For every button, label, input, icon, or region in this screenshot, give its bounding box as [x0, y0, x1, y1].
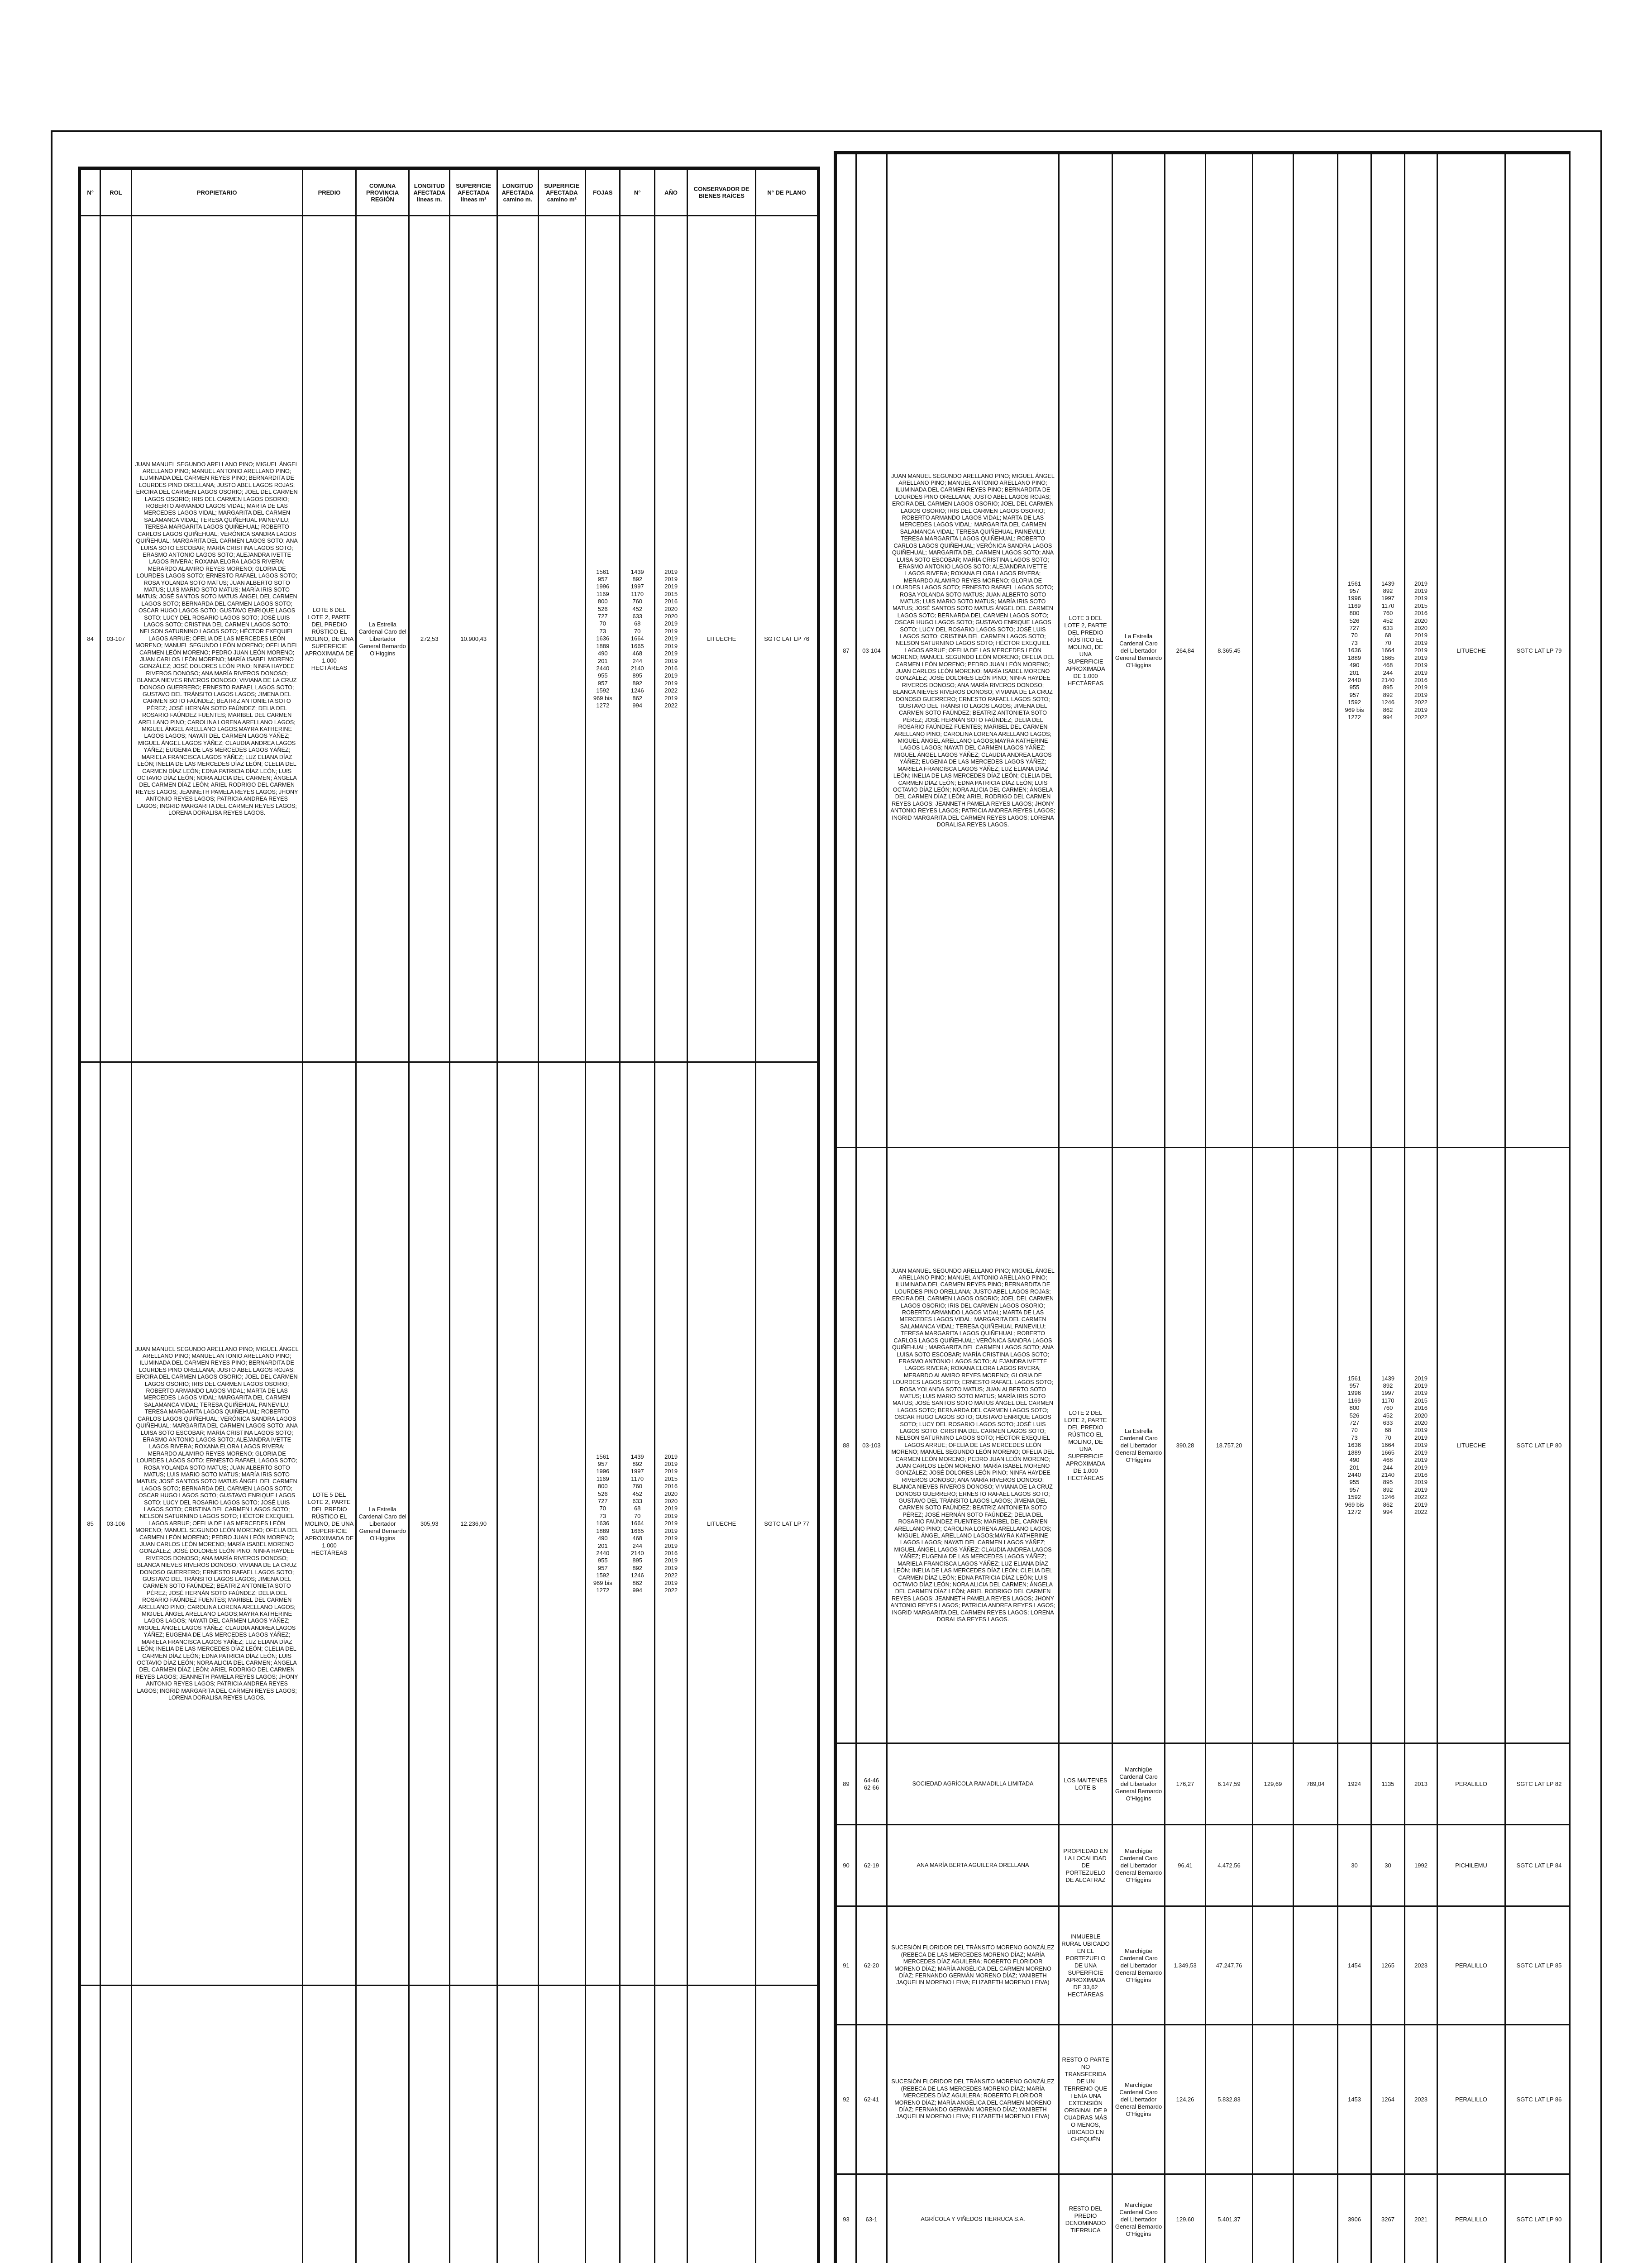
cell-rol: 62-41	[856, 2025, 887, 2174]
cell-sup-camino	[1294, 154, 1338, 1148]
cell-long-camino	[1253, 2025, 1294, 2174]
cell-n: 90	[836, 1825, 856, 1906]
cell-fojas	[586, 1986, 620, 2263]
cell-sup-camino	[538, 216, 586, 1062]
cell-numero: 1439 892 1997 1170 760 452 633 68 70 1664 1665 468 244 2140 895 892 1246 862 994	[1371, 154, 1405, 1148]
header-long-lineas: LONGITUD AFECTADA líneas m.	[409, 169, 449, 216]
cell-fojas: 1454	[1338, 1906, 1371, 2025]
cell-propietario: JUAN MANUEL SEGUNDO ARELLANO PINO; MIGUEL ÁNGEL ARELLANO PINO; MANUEL ANTONIO ARELLANO PINO; ILUMINADA DEL CARMEN REYES PINO; BERNARDITA DE LOURDES PINO ORELLANA; JUSTO ABEL LAGOS ROJAS; ERCIRA DEL CARMEN LAGOS OSORIO; JOEL DEL CARMEN LAGOS OSORIO; IRIS DEL CARMEN LAGOS OSORIO; ROBERTO ARMANDO LAGOS VIDAL; MARTA DE LAS MERCEDES LAGOS VIDAL; MARGARITA DEL CARMEN SALAMANCA VIDAL; TERESA QUIÑEHUAL PAINEVILU; TERESA MARGARITA LAGOS QUIÑEHUAL; ROBERTO CARLOS LAGOS QUIÑEHUAL; VERÓNICA SANDRA LAGOS QUIÑEHUAL; MARGARITA DEL CARMEN LAGOS SOTO; ANA LUISA SOTO ESCOBAR; MARÍA CRISTINA LAGOS SOTO; ERASMO ANTONIO LAGOS SOTO; ALEJANDRA IVETTE LAGOS RIVERA; ROXANA ELORA LAGOS RIVERA; MERARDO ALAMIRO REYES MORENO; GLORIA DE LOURDES LAGOS SOTO; ERNESTO RAFAEL LAGOS SOTO; ROSA YOLANDA SOTO MATUS; JUAN ALBERTO SOTO MATUS; LUIS MARIO SOTO MATUS; MARÍA IRIS SOTO MATUS; JOSÉ SANTOS SOTO MATUS ÁNGEL DEL CARMEN LAGOS SOTO; BERNARDA DEL CARMEN LAGOS SOTO; OSCAR HUGO LAGOS SOTO; GUSTAVO ENRIQUE LAGOS SOTO; LUCY DEL ROSARIO LAGOS SOTO; JOSÉ LUIS LAGOS SOTO; CRISTINA DEL CARMEN LAGOS SOTO; NELSON SATURNINO LAGOS SOTO; HÉCTOR EXEQUIEL LAGOS ARRUE; OFELIA DE LAS MERCEDES LEÓN MORENO; MANUEL SEGUNDO LEÓN MORENO; OFELIA DEL CARMEN LEÓN MORENO; PEDRO JUAN LEÓN MORENO; JUAN CARLOS LEÓN MORENO; MARÍA ISABEL MORENO GONZÁLEZ; JOSÉ DOLORES LEÓN PINO; NINFA HAYDEE RIVEROS DONOSO; ANA MARÍA RIVEROS DONOSO; BLANCA NIEVES RIVEROS DONOSO; VIVIANA DE LA CRUZ DONOSO GUERRERO; ERNESTO RAFAEL LAGOS SOTO; GUSTAVO DEL TRÁNSITO LAGOS LAGOS; JIMENA DEL CARMEN SOTO FAÚNDEZ; BEATRIZ ANTONIETA SOTO PÉREZ; JOSÉ HERNÁN SOTO FAÚNDEZ; DELIA DEL ROSARIO FAÚNDEZ FUENTES; MARIBEL DEL CARMEN ARELLANO PINO; CAROLINA LORENA ARELLANO LAGOS; MIGUEL ÁNGEL ARELLANO LAGOS;MAYRA KATHERINE LAGOS LAGOS; NAYATI DEL CARMEN LAGOS YÁÑEZ; MIGUEL ÁNGEL LAGOS YÁÑEZ; CLAUDIA ANDREA LAGOS YÁÑEZ; EUGENIA DE LAS MERCEDES LAGOS YÁÑEZ; MARIELA FRANCISCA LAGOS YÁÑEZ; LUZ ELIANA DÍAZ LEÓN; INELIA DE LAS MERCEDES DÍAZ LEÓN; CLELIA DEL CARMEN DÍAZ LEÓN; EDNA PATRICIA DÍAZ LEÓN; LUIS OCTAVIO DÍAZ LEÓN; NORA ALICIA DEL CARMEN; ÁNGELA DEL CARMEN DÍAZ LEÓN; ARIEL RODRIGO DEL CARMEN REYES LAGOS; JEANNETH PAMELA REYES LAGOS; JHONY ANTONIO REYES LAGOS; PATRICIA ANDREA REYES LAGOS; INGRID MARGARITA DEL CARMEN REYES LAGOS; LORENA DORALISA REYES LAGOS.	[131, 216, 302, 1062]
cell-comuna: Marchigüe Cardenal Caro del Libertador General Bernardo O'Higgins	[1112, 2174, 1165, 2263]
cell-sup-lineas: 12.236,90	[450, 1062, 497, 1986]
cell-rol	[100, 1986, 131, 2263]
cell-n	[81, 1986, 100, 2263]
cell-rol: 03-104	[856, 154, 887, 1148]
cell-sup-camino	[538, 1986, 586, 2263]
cell-predio: LOTE 6 DEL LOTE 2, PARTE DEL PREDIO RÚSTICO EL MOLINO, DE UNA SUPERFICIE APROXIMADA DE 1.000 HECTÁREAS	[302, 216, 356, 1062]
cell-predio: LOTE 3 DEL LOTE 2, PARTE DEL PREDIO RÚSTICO EL MOLINO, DE UNA SUPERFICIE APROXIMADA DE 1.000 HECTÁREAS	[1059, 154, 1112, 1148]
cell-n: 91	[836, 1906, 856, 2025]
cell-numero: 1264	[1371, 2025, 1405, 2174]
cell-sup-lineas: 6.147,59	[1206, 1743, 1253, 1825]
cell-propietario: AGRÍCOLA Y VIÑEDOS TIERRUCA S.A.	[887, 2174, 1059, 2263]
cell-comuna: Marchigüe Cardenal Caro del Libertador General Bernardo O'Higgins	[1112, 1743, 1165, 1825]
cell-conservador: LITUECHE	[1437, 1148, 1505, 1743]
header-row	[81, 169, 818, 216]
cell-long-lineas: 129,60	[1165, 2174, 1206, 2263]
cell-fojas: 1561 957 1996 1169 800 526 727 70 73 1636 1889 490 201 2440 955 957 1592 969 bis 1272	[1338, 154, 1371, 1148]
cell-sup-lineas: 8.365,45	[1206, 154, 1253, 1148]
cell-predio: RESTO DEL PREDIO DENOMINADO TIERRUCA	[1059, 2174, 1112, 2263]
cell-predio: INMUEBLE RURAL UBICADO EN EL PORTEZUELO DE UNA SUPERFICIE APROXIMADA DE 33,62 HECTÁREAS	[1059, 1906, 1112, 2025]
cell-sup-lineas: 18.757,20	[1206, 1148, 1253, 1743]
cell-sup-lineas: 5.401,37	[1206, 2174, 1253, 2263]
cell-long-camino	[497, 1986, 538, 2263]
cell-long-camino	[1253, 154, 1294, 1148]
cell-predio	[302, 1986, 356, 2263]
cell-anio	[654, 1986, 687, 2263]
cell-rol: 03-106	[100, 1062, 131, 1986]
cell-fojas: 1924	[1338, 1743, 1371, 1825]
cell-anio: 2019 2019 2019 2015 2016 2020 2020 2019 2019 2019 2019 2019 2019 2016 2019 2019 2022 2019 2022	[654, 1062, 687, 1986]
cell-propietario: SOCIEDAD AGRÍCOLA RAMADILLA LIMITADA	[887, 1743, 1059, 1825]
cell-numero: 1265	[1371, 1906, 1405, 2025]
header-sup-lineas: SUPERFICIE AFECTADA líneas m²	[450, 169, 497, 216]
cell-conservador: PICHILEMU	[1437, 1825, 1505, 1906]
cell-anio: 1992	[1405, 1825, 1437, 1906]
header-predio: PREDIO	[302, 169, 356, 216]
cell-comuna: Marchigüe Cardenal Caro del Libertador General Bernardo O'Higgins	[1112, 1906, 1165, 2025]
cell-long-camino	[1253, 1148, 1294, 1743]
right-owners-table	[836, 153, 1571, 2263]
header-n: N°	[81, 169, 100, 216]
cell-sup-camino	[1294, 1906, 1338, 2025]
cell-conservador: LITUECHE	[1437, 154, 1505, 1148]
cell-long-lineas: 305,93	[409, 1062, 449, 1986]
table-row	[836, 154, 1571, 1148]
cell-n: 87	[836, 154, 856, 1148]
table-row	[836, 2025, 1571, 2174]
cell-long-lineas: 1.349,53	[1165, 1906, 1206, 2025]
cell-predio: LOS MAITENES LOTE B	[1059, 1743, 1112, 1825]
cell-anio: 2019 2019 2019 2015 2016 2020 2020 2019 2019 2019 2019 2019 2019 2016 2019 2019 2022 2019 2022	[1405, 154, 1437, 1148]
cell-long-lineas: 96,41	[1165, 1825, 1206, 1906]
cell-rol: 03-103	[856, 1148, 887, 1743]
cell-numero: 1439 892 1997 1170 760 452 633 68 70 1664 1665 468 244 2140 895 892 1246 862 994	[620, 1062, 654, 1986]
cell-anio: 2013	[1405, 1743, 1437, 1825]
cell-long-lineas: 272,53	[409, 216, 449, 1062]
cell-fojas: 1561 957 1996 1169 800 526 727 70 73 1636 1889 490 201 2440 955 957 1592 969 bis 1272	[586, 1062, 620, 1986]
cell-conservador: PERALILLO	[1437, 2174, 1505, 2263]
cell-fojas: 1453	[1338, 2025, 1371, 2174]
cell-propietario: ANA MARÍA BERTA AGUILERA ORELLANA	[887, 1825, 1059, 1906]
cell-propietario: SUCESIÓN FLORIDOR DEL TRÁNSITO MORENO GONZÁLEZ (REBECA DE LAS MERCEDES MORENO DÍAZ; MARÍA MERCEDES DÍAZ AGUILERA; ROBERTO FLORIDOR MORENO DÍAZ; MARÍA ANGÉLICA DEL CARMEN MORENO DÍAZ; FERNANDO GERMÁN MORENO DÍAZ; YANIBETH JAQUELIN MORENO LEIVA; ELIZABETH MORENO LEIVA)	[887, 1906, 1059, 2025]
cell-numero: 30	[1371, 1825, 1405, 1906]
cell-anio: 2023	[1405, 2025, 1437, 2174]
cell-conservador	[688, 1986, 756, 2263]
cell-predio: LOTE 2 DEL LOTE 2, PARTE DEL PREDIO RÚSTICO EL MOLINO, DE UNA SUPERFICIE APROXIMADA DE 1.000 HECTÁREAS	[1059, 1148, 1112, 1743]
cell-propietario: SUCESIÓN FLORIDOR DEL TRÁNSITO MORENO GONZÁLEZ (REBECA DE LAS MERCEDES MORENO DÍAZ; MARÍA MERCEDES DÍAZ AGUILERA; ROBERTO FLORIDOR MORENO DÍAZ; MARÍA ANGÉLICA DEL CARMEN MORENO DÍAZ; FERNANDO GERMÁN MORENO DÍAZ; YANIBETH JAQUELIN MORENO LEIVA; ELIZABETH MORENO LEIVA)	[887, 2025, 1059, 2174]
cell-plano	[756, 1986, 818, 2263]
cell-long-lineas: 264,84	[1165, 154, 1206, 1148]
header-anio: AÑO	[654, 169, 687, 216]
cell-long-camino: 129,69	[1253, 1743, 1294, 1825]
cell-plano: SGTC LAT LP 85	[1505, 1906, 1571, 2025]
cell-numero: 1135	[1371, 1743, 1405, 1825]
cell-plano: SGTC LAT LP 76	[756, 216, 818, 1062]
cell-numero: 1439 892 1997 1170 760 452 633 68 70 1664 1665 468 244 2140 895 892 1246 862 994	[620, 216, 654, 1062]
cell-comuna: La Estrella Cardenal Caro del Libertador General Bernardo O'Higgins	[1112, 154, 1165, 1148]
cell-sup-camino	[1294, 2025, 1338, 2174]
cell-n: 89	[836, 1743, 856, 1825]
cell-plano: SGTC LAT LP 86	[1505, 2025, 1571, 2174]
cell-propietario: JUAN MANUEL SEGUNDO ARELLANO PINO; MIGUEL ÁNGEL ARELLANO PINO; MANUEL ANTONIO ARELLANO PINO; ILUMINADA DEL CARMEN REYES PINO; BERNARDITA DE LOURDES PINO ORELLANA; JUSTO ABEL LAGOS ROJAS; ERCIRA DEL CARMEN LAGOS OSORIO; JOEL DEL CARMEN LAGOS OSORIO; IRIS DEL CARMEN LAGOS OSORIO; ROBERTO ARMANDO LAGOS VIDAL; MARTA DE LAS MERCEDES LAGOS VIDAL; MARGARITA DEL CARMEN SALAMANCA VIDAL; TERESA QUIÑEHUAL PAINEVILU; TERESA MARGARITA LAGOS QUIÑEHUAL; ROBERTO CARLOS LAGOS QUIÑEHUAL; VERÓNICA SANDRA LAGOS QUIÑEHUAL; MARGARITA DEL CARMEN LAGOS SOTO; ANA LUISA SOTO ESCOBAR; MARÍA CRISTINA LAGOS SOTO; ERASMO ANTONIO LAGOS SOTO; ALEJANDRA IVETTE LAGOS RIVERA; ROXANA ELORA LAGOS RIVERA; MERARDO ALAMIRO REYES MORENO; GLORIA DE LOURDES LAGOS SOTO; ERNESTO RAFAEL LAGOS SOTO; ROSA YOLANDA SOTO MATUS; JUAN ALBERTO SOTO MATUS; LUIS MARIO SOTO MATUS; MARÍA IRIS SOTO MATUS; JOSÉ SANTOS SOTO MATUS ÁNGEL DEL CARMEN LAGOS SOTO; BERNARDA DEL CARMEN LAGOS SOTO; OSCAR HUGO LAGOS SOTO; GUSTAVO ENRIQUE LAGOS SOTO; LUCY DEL ROSARIO LAGOS SOTO; JOSÉ LUIS LAGOS SOTO; CRISTINA DEL CARMEN LAGOS SOTO; NELSON SATURNINO LAGOS SOTO; HÉCTOR EXEQUIEL LAGOS ARRUE; OFELIA DE LAS MERCEDES LEÓN MORENO; MANUEL SEGUNDO LEÓN MORENO; OFELIA DEL CARMEN LEÓN MORENO; PEDRO JUAN LEÓN MORENO; JUAN CARLOS LEÓN MORENO; MARÍA ISABEL MORENO GONZÁLEZ; JOSÉ DOLORES LEÓN PINO; NINFA HAYDEE RIVEROS DONOSO; ANA MARÍA RIVEROS DONOSO; BLANCA NIEVES RIVEROS DONOSO; VIVIANA DE LA CRUZ DONOSO GUERRERO; ERNESTO RAFAEL LAGOS SOTO; GUSTAVO DEL TRÁNSITO LAGOS LAGOS; JIMENA DEL CARMEN SOTO FAÚNDEZ; BEATRIZ ANTONIETA SOTO PÉREZ; JOSÉ HERNÁN SOTO FAÚNDEZ; DELIA DEL ROSARIO FAÚNDEZ FUENTES; MARIBEL DEL CARMEN ARELLANO PINO; CAROLINA LORENA ARELLANO LAGOS; MIGUEL ÁNGEL ARELLANO LAGOS;MAYRA KATHERINE LAGOS LAGOS; NAYATI DEL CARMEN LAGOS YÁÑEZ; MIGUEL ÁNGEL LAGOS YÁÑEZ; CLAUDIA ANDREA LAGOS YÁÑEZ; EUGENIA DE LAS MERCEDES LAGOS YÁÑEZ; MARIELA FRANCISCA LAGOS YÁÑEZ; LUZ ELIANA DÍAZ LEÓN; INELIA DE LAS MERCEDES DÍAZ LEÓN; CLELIA DEL CARMEN DÍAZ LEÓN; EDNA PATRICIA DÍAZ LEÓN; LUIS OCTAVIO DÍAZ LEÓN; NORA ALICIA DEL CARMEN; ÁNGELA DEL CARMEN DÍAZ LEÓN; ARIEL RODRIGO DEL CARMEN REYES LAGOS; JEANNETH PAMELA REYES LAGOS; JHONY ANTONIO REYES LAGOS; PATRICIA ANDREA REYES LAGOS; INGRID MARGARITA DEL CARMEN REYES LAGOS; LORENA DORALISA REYES LAGOS.	[887, 1148, 1059, 1743]
cell-sup-camino	[1294, 1148, 1338, 1743]
cell-propietario: JUAN MANUEL SEGUNDO ARELLANO PINO; MIGUEL ÁNGEL ARELLANO PINO; MANUEL ANTONIO ARELLANO PINO; ILUMINADA DEL CARMEN REYES PINO; BERNARDITA DE LOURDES PINO ORELLANA; JUSTO ABEL LAGOS ROJAS; ERCIRA DEL CARMEN LAGOS OSORIO; JOEL DEL CARMEN LAGOS OSORIO; IRIS DEL CARMEN LAGOS OSORIO; ROBERTO ARMANDO LAGOS VIDAL; MARTA DE LAS MERCEDES LAGOS VIDAL; MARGARITA DEL CARMEN SALAMANCA VIDAL; TERESA QUIÑEHUAL PAINEVILU; TERESA MARGARITA LAGOS QUIÑEHUAL; ROBERTO CARLOS LAGOS QUIÑEHUAL; VERÓNICA SANDRA LAGOS QUIÑEHUAL; MARGARITA DEL CARMEN LAGOS SOTO; ANA LUISA SOTO ESCOBAR; MARÍA CRISTINA LAGOS SOTO; ERASMO ANTONIO LAGOS SOTO; ALEJANDRA IVETTE LAGOS RIVERA; ROXANA ELORA LAGOS RIVERA; MERARDO ALAMIRO REYES MORENO; GLORIA DE LOURDES LAGOS SOTO; ERNESTO RAFAEL LAGOS SOTO; ROSA YOLANDA SOTO MATUS; JUAN ALBERTO SOTO MATUS; LUIS MARIO SOTO MATUS; MARÍA IRIS SOTO MATUS; JOSÉ SANTOS SOTO MATUS ÁNGEL DEL CARMEN LAGOS SOTO; BERNARDA DEL CARMEN LAGOS SOTO; OSCAR HUGO LAGOS SOTO; GUSTAVO ENRIQUE LAGOS SOTO; LUCY DEL ROSARIO LAGOS SOTO; JOSÉ LUIS LAGOS SOTO; CRISTINA DEL CARMEN LAGOS SOTO; NELSON SATURNINO LAGOS SOTO; HÉCTOR EXEQUIEL LAGOS ARRUE; OFELIA DE LAS MERCEDES LEÓN MORENO; MANUEL SEGUNDO LEÓN MORENO; OFELIA DEL CARMEN LEÓN MORENO; PEDRO JUAN LEÓN MORENO; JUAN CARLOS LEÓN MORENO; MARÍA ISABEL MORENO GONZÁLEZ; JOSÉ DOLORES LEÓN PINO; NINFA HAYDEE RIVEROS DONOSO; ANA MARÍA RIVEROS DONOSO; BLANCA NIEVES RIVEROS DONOSO; VIVIANA DE LA CRUZ DONOSO GUERRERO; ERNESTO RAFAEL LAGOS SOTO; GUSTAVO DEL TRÁNSITO LAGOS LAGOS; JIMENA DEL CARMEN SOTO FAÚNDEZ; BEATRIZ ANTONIETA SOTO PÉREZ; JOSÉ HERNÁN SOTO FAÚNDEZ; DELIA DEL ROSARIO FAÚNDEZ FUENTES; MARIBEL DEL CARMEN ARELLANO PINO; CAROLINA LORENA ARELLANO LAGOS; MIGUEL ÁNGEL ARELLANO LAGOS;MAYRA KATHERINE LAGOS LAGOS; NAYATI DEL CARMEN LAGOS YÁÑEZ; MIGUEL ÁNGEL LAGOS YÁÑEZ; CLAUDIA ANDREA LAGOS YÁÑEZ; EUGENIA DE LAS MERCEDES LAGOS YÁÑEZ; MARIELA FRANCISCA LAGOS YÁÑEZ; LUZ ELIANA DÍAZ LEÓN; INELIA DE LAS MERCEDES DÍAZ LEÓN; CLELIA DEL CARMEN DÍAZ LEÓN; EDNA PATRICIA DÍAZ LEÓN; LUIS OCTAVIO DÍAZ LEÓN; NORA ALICIA DEL CARMEN; ÁNGELA DEL CARMEN DÍAZ LEÓN; ARIEL RODRIGO DEL CARMEN REYES LAGOS; JEANNETH PAMELA REYES LAGOS; JHONY ANTONIO REYES LAGOS; PATRICIA ANDREA REYES LAGOS; INGRID MARGARITA DEL CARMEN REYES LAGOS; LORENA DORALISA REYES LAGOS.	[887, 154, 1059, 1148]
cell-numero	[620, 1986, 654, 2263]
header-conservador: CONSERVADOR DE BIENES RAÍCES	[688, 169, 756, 216]
cell-sup-camino	[1294, 1825, 1338, 1906]
header-plano: N° DE PLANO	[756, 169, 818, 216]
cell-plano: SGTC LAT LP 90	[1505, 2174, 1571, 2263]
cell-rol: 62-20	[856, 1906, 887, 2025]
cell-numero: 3267	[1371, 2174, 1405, 2263]
cell-long-camino	[1253, 1825, 1294, 1906]
table-row	[81, 1986, 818, 2263]
header-sup-camino: SUPERFICIE AFECTADA camino m²	[538, 169, 586, 216]
cell-comuna: Marchigüe Cardenal Caro del Libertador General Bernardo O'Higgins	[1112, 1825, 1165, 1906]
header-long-camino: LONGITUD AFECTADA camino m.	[497, 169, 538, 216]
cell-predio: LOTE 5 DEL LOTE 2, PARTE DEL PREDIO RÚSTICO EL MOLINO, DE UNA SUPERFICIE APROXIMADA DE 1.000 HECTÁREAS	[302, 1062, 356, 1986]
cell-numero: 1439 892 1997 1170 760 452 633 68 70 1664 1665 468 244 2140 895 892 1246 862 994	[1371, 1148, 1405, 1743]
cell-fojas: 3906	[1338, 2174, 1371, 2263]
cell-long-lineas	[409, 1986, 449, 2263]
cell-conservador: PERALILLO	[1437, 1906, 1505, 2025]
cell-long-lineas: 390,28	[1165, 1148, 1206, 1743]
left-table-block	[78, 167, 820, 2263]
cell-n: 85	[81, 1062, 100, 1986]
cell-rol: 62-19	[856, 1825, 887, 1906]
header-rol: ROL	[100, 169, 131, 216]
cell-propietario	[131, 1986, 302, 2263]
cell-predio: PROPIEDAD EN LA LOCALIDAD DE PORTEZUELO DE ALCATRAZ	[1059, 1825, 1112, 1906]
cell-comuna: La Estrella Cardenal Caro del Libertador General Bernardo O'Higgins	[356, 216, 409, 1062]
header-comuna: COMUNA PROVINCIA REGIÓN	[356, 169, 409, 216]
cell-sup-lineas: 10.900,43	[450, 216, 497, 1062]
cell-n: 93	[836, 2174, 856, 2263]
cell-sup-lineas: 5.832,83	[1206, 2025, 1253, 2174]
header-propietario: PROPIETARIO	[131, 169, 302, 216]
cell-long-camino	[497, 1062, 538, 1986]
cell-n: 84	[81, 216, 100, 1062]
cell-conservador: LITUECHE	[688, 216, 756, 1062]
cell-anio: 2021	[1405, 2174, 1437, 2263]
cell-conservador: PERALILLO	[1437, 2025, 1505, 2174]
table-row	[836, 1906, 1571, 2025]
cell-plano: SGTC LAT LP 80	[1505, 1148, 1571, 1743]
cell-anio: 2019 2019 2019 2015 2016 2020 2020 2019 2019 2019 2019 2019 2019 2016 2019 2019 2022 2019 2022	[1405, 1148, 1437, 1743]
cell-comuna: La Estrella Cardenal Caro del Libertador General Bernardo O'Higgins	[356, 1062, 409, 1986]
cell-sup-lineas: 4.472,56	[1206, 1825, 1253, 1906]
cell-sup-camino	[538, 1062, 586, 1986]
cell-comuna: La Estrella Cardenal Caro del Libertador General Bernardo O'Higgins	[1112, 1148, 1165, 1743]
cell-sup-camino	[1294, 2174, 1338, 2263]
cell-comuna	[356, 1986, 409, 2263]
cell-fojas: 1561 957 1996 1169 800 526 727 70 73 1636 1889 490 201 2440 955 957 1592 969 bis 1272	[586, 216, 620, 1062]
left-owners-table	[80, 168, 818, 2263]
right-table-block	[834, 151, 1571, 2263]
cell-long-camino	[1253, 1906, 1294, 2025]
cell-rol: 63-1	[856, 2174, 887, 2263]
cell-sup-camino: 789,04	[1294, 1743, 1338, 1825]
cell-plano: SGTC LAT LP 84	[1505, 1825, 1571, 1906]
cell-conservador: PERALILLO	[1437, 1743, 1505, 1825]
table-row	[836, 1743, 1571, 1825]
cell-long-lineas: 124,26	[1165, 2025, 1206, 2174]
cell-sup-lineas: 47.247,76	[1206, 1906, 1253, 2025]
cell-plano: SGTC LAT LP 79	[1505, 154, 1571, 1148]
table-row	[836, 1148, 1571, 1743]
cell-n: 88	[836, 1148, 856, 1743]
cell-plano: SGTC LAT LP 77	[756, 1062, 818, 1986]
cell-rol: 64-46 62-66	[856, 1743, 887, 1825]
cell-plano: SGTC LAT LP 82	[1505, 1743, 1571, 1825]
table-row	[81, 216, 818, 1062]
table-row	[81, 1062, 818, 1986]
cell-long-lineas: 176,27	[1165, 1743, 1206, 1825]
cell-propietario: JUAN MANUEL SEGUNDO ARELLANO PINO; MIGUEL ÁNGEL ARELLANO PINO; MANUEL ANTONIO ARELLANO PINO; ILUMINADA DEL CARMEN REYES PINO; BERNARDITA DE LOURDES PINO ORELLANA; JUSTO ABEL LAGOS ROJAS; ERCIRA DEL CARMEN LAGOS OSORIO; JOEL DEL CARMEN LAGOS OSORIO; IRIS DEL CARMEN LAGOS OSORIO; ROBERTO ARMANDO LAGOS VIDAL; MARTA DE LAS MERCEDES LAGOS VIDAL; MARGARITA DEL CARMEN SALAMANCA VIDAL; TERESA QUIÑEHUAL PAINEVILU; TERESA MARGARITA LAGOS QUIÑEHUAL; ROBERTO CARLOS LAGOS QUIÑEHUAL; VERÓNICA SANDRA LAGOS QUIÑEHUAL; MARGARITA DEL CARMEN LAGOS SOTO; ANA LUISA SOTO ESCOBAR; MARÍA CRISTINA LAGOS SOTO; ERASMO ANTONIO LAGOS SOTO; ALEJANDRA IVETTE LAGOS RIVERA; ROXANA ELORA LAGOS RIVERA; MERARDO ALAMIRO REYES MORENO; GLORIA DE LOURDES LAGOS SOTO; ERNESTO RAFAEL LAGOS SOTO; ROSA YOLANDA SOTO MATUS; JUAN ALBERTO SOTO MATUS; LUIS MARIO SOTO MATUS; MARÍA IRIS SOTO MATUS; JOSÉ SANTOS SOTO MATUS ÁNGEL DEL CARMEN LAGOS SOTO; BERNARDA DEL CARMEN LAGOS SOTO; OSCAR HUGO LAGOS SOTO; GUSTAVO ENRIQUE LAGOS SOTO; LUCY DEL ROSARIO LAGOS SOTO; JOSÉ LUIS LAGOS SOTO; CRISTINA DEL CARMEN LAGOS SOTO; NELSON SATURNINO LAGOS SOTO; HÉCTOR EXEQUIEL LAGOS ARRUE; OFELIA DE LAS MERCEDES LEÓN MORENO; MANUEL SEGUNDO LEÓN MORENO; OFELIA DEL CARMEN LEÓN MORENO; PEDRO JUAN LEÓN MORENO; JUAN CARLOS LEÓN MORENO; MARÍA ISABEL MORENO GONZÁLEZ; JOSÉ DOLORES LEÓN PINO; NINFA HAYDEE RIVEROS DONOSO; ANA MARÍA RIVEROS DONOSO; BLANCA NIEVES RIVEROS DONOSO; VIVIANA DE LA CRUZ DONOSO GUERRERO; ERNESTO RAFAEL LAGOS SOTO; GUSTAVO DEL TRÁNSITO LAGOS LAGOS; JIMENA DEL CARMEN SOTO FAÚNDEZ; BEATRIZ ANTONIETA SOTO PÉREZ; JOSÉ HERNÁN SOTO FAÚNDEZ; DELIA DEL ROSARIO FAÚNDEZ FUENTES; MARIBEL DEL CARMEN ARELLANO PINO; CAROLINA LORENA ARELLANO LAGOS; MIGUEL ÁNGEL ARELLANO LAGOS;MAYRA KATHERINE LAGOS LAGOS; NAYATI DEL CARMEN LAGOS YÁÑEZ; MIGUEL ÁNGEL LAGOS YÁÑEZ; CLAUDIA ANDREA LAGOS YÁÑEZ; EUGENIA DE LAS MERCEDES LAGOS YÁÑEZ; MARIELA FRANCISCA LAGOS YÁÑEZ; LUZ ELIANA DÍAZ LEÓN; INELIA DE LAS MERCEDES DÍAZ LEÓN; CLELIA DEL CARMEN DÍAZ LEÓN; EDNA PATRICIA DÍAZ LEÓN; LUIS OCTAVIO DÍAZ LEÓN; NORA ALICIA DEL CARMEN; ÁNGELA DEL CARMEN DÍAZ LEÓN; ARIEL RODRIGO DEL CARMEN REYES LAGOS; JEANNETH PAMELA REYES LAGOS; JHONY ANTONIO REYES LAGOS; PATRICIA ANDREA REYES LAGOS; INGRID MARGARITA DEL CARMEN REYES LAGOS; LORENA DORALISA REYES LAGOS.	[131, 1062, 302, 1986]
cell-rol: 03-107	[100, 216, 131, 1062]
table-row	[836, 2174, 1571, 2263]
cell-n: 92	[836, 2025, 856, 2174]
cell-anio: 2019 2019 2019 2015 2016 2020 2020 2019 2019 2019 2019 2019 2019 2016 2019 2019 2022 2019 2022	[654, 216, 687, 1062]
header-numero: N°	[620, 169, 654, 216]
cell-predio: RESTO O PARTE NO TRANSFERIDA DE UN TERRENO QUE TENÍA UNA EXTENSIÓN ORIGINAL DE 9 CUADRAS MÁS O MENOS, UBICADO EN CHEQUÉN	[1059, 2025, 1112, 2174]
cell-anio: 2023	[1405, 1906, 1437, 2025]
table-row	[836, 1825, 1571, 1906]
cell-comuna: Marchigüe Cardenal Caro del Libertador General Bernardo O'Higgins	[1112, 2025, 1165, 2174]
cell-long-camino	[497, 216, 538, 1062]
cell-fojas: 1561 957 1996 1169 800 526 727 70 73 1636 1889 490 201 2440 955 957 1592 969 bis 1272	[1338, 1148, 1371, 1743]
cell-sup-lineas	[450, 1986, 497, 2263]
cell-conservador: LITUECHE	[688, 1062, 756, 1986]
cell-fojas: 30	[1338, 1825, 1371, 1906]
cell-long-camino	[1253, 2174, 1294, 2263]
header-fojas: FOJAS	[586, 169, 620, 216]
